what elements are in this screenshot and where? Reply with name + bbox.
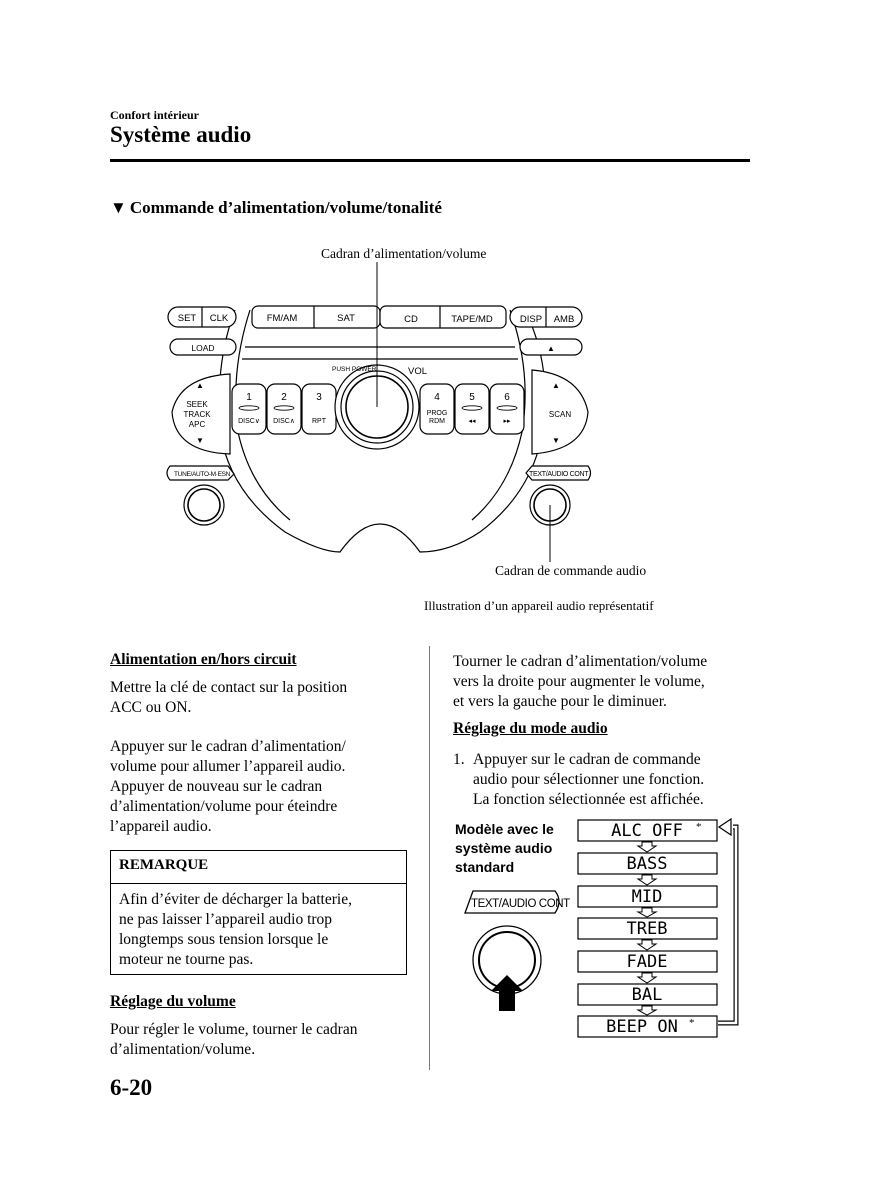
preset-4-label-2: RDM bbox=[429, 418, 445, 425]
power-heading: Alimentation en/hors circuit bbox=[110, 651, 297, 668]
text-line: ne pas laisser l’appareil audio trop bbox=[119, 911, 333, 928]
text-audio-cont-diagram-label: TEXT/AUDIO CONT bbox=[471, 898, 570, 910]
loop-arrow-inner bbox=[718, 827, 736, 1023]
note-box bbox=[110, 850, 407, 975]
preset-6-label: ▸▸ bbox=[503, 418, 511, 425]
text-line: d’alimentation/volume. bbox=[110, 1041, 256, 1058]
title-rule bbox=[110, 159, 750, 162]
preset-6-number: 6 bbox=[504, 392, 510, 403]
loop-arrow-outline bbox=[718, 827, 736, 1023]
volume-paragraph bbox=[110, 1020, 357, 1060]
text-audio-cont-label: TEXT/AUDIO CONT bbox=[529, 471, 589, 478]
subsection-title: Commande d’alimentation/volume/tonalité bbox=[129, 198, 442, 217]
preset-2-label: DISC∧ bbox=[273, 418, 295, 425]
down-arrow-icon bbox=[638, 940, 656, 950]
mode-bal: BAL bbox=[631, 985, 663, 1005]
text-line: Mettre la clé de contact sur la position bbox=[110, 679, 348, 696]
seek-down-icon: ▼ bbox=[196, 436, 204, 445]
column-divider bbox=[429, 646, 430, 1070]
text-line: d’alimentation/volume pour éteindre bbox=[110, 798, 338, 815]
text-line: vers la droite pour augmenter le volume, bbox=[453, 673, 705, 690]
text-line: système audio bbox=[455, 840, 553, 856]
seek-up-icon: ▲ bbox=[196, 381, 204, 390]
note-title: REMARQUE bbox=[111, 851, 406, 884]
tune-label: TUNE/AUTO-M·ESN bbox=[174, 471, 231, 478]
section-label: Confort intérieur bbox=[110, 108, 199, 122]
down-arrow-icon bbox=[638, 1006, 656, 1015]
mode-alc-off: ALC OFF bbox=[611, 821, 683, 841]
down-arrow-icon bbox=[638, 842, 656, 852]
preset-4-label-1: PROG bbox=[426, 410, 448, 417]
text-line: Appuyer sur le cadran d’alimentation/ bbox=[110, 738, 346, 755]
text-line: moteur ne tourne pas. bbox=[119, 951, 254, 968]
text-line: La fonction sélectionnée est affichée. bbox=[473, 791, 704, 808]
clk-button[interactable]: CLK bbox=[209, 313, 229, 324]
power-paragraph-1 bbox=[110, 678, 347, 718]
cd-button[interactable]: CD bbox=[404, 314, 418, 325]
preset-5-number: 5 bbox=[469, 392, 475, 403]
page-title: Système audio bbox=[110, 122, 252, 147]
track-label: TRACK bbox=[183, 410, 211, 419]
text-line: Appuyer de nouveau sur le cadran bbox=[110, 778, 323, 795]
mode-treb: TREB bbox=[626, 919, 668, 939]
text-line: Afin d’éviter de décharger la batterie, bbox=[119, 891, 352, 908]
audio-mode-flow-diagram bbox=[455, 815, 755, 1045]
preset-5-label: ◂◂ bbox=[468, 418, 476, 425]
asterisk-alc-off: * bbox=[696, 821, 702, 833]
text-line: audio pour sélectionner une fonction. bbox=[473, 771, 705, 788]
mode-bass: BASS bbox=[626, 854, 668, 874]
callout-audio-control: Cadran de commande audio bbox=[495, 563, 647, 578]
illustration-caption: Illustration d’un appareil audio représentatif bbox=[424, 598, 654, 613]
preset-3-label: RPT bbox=[312, 418, 326, 425]
mode-fade: FADE bbox=[626, 952, 668, 972]
text-line: et vers la gauche pour le diminuer. bbox=[453, 693, 667, 710]
preset-3-number: 3 bbox=[316, 392, 322, 403]
down-arrow-icon bbox=[638, 875, 656, 885]
preset-1-number: 1 bbox=[246, 392, 252, 403]
preset-4-number: 4 bbox=[434, 392, 440, 403]
asterisk-beep-on: * bbox=[689, 1017, 695, 1029]
text-line: standard bbox=[455, 859, 515, 875]
seek-label: SEEK bbox=[186, 400, 208, 409]
text-line: volume pour allumer l’appareil audio. bbox=[110, 758, 346, 775]
text-line: Modèle avec le bbox=[455, 821, 554, 837]
volume-direction-paragraph bbox=[453, 652, 707, 712]
mode-heading: Réglage du mode audio bbox=[453, 720, 608, 737]
note-body bbox=[111, 884, 406, 970]
volume-heading: Réglage du volume bbox=[110, 993, 236, 1010]
text-line: longtemps sous tension lorsque le bbox=[119, 931, 329, 948]
preset-2-number: 2 bbox=[281, 392, 287, 403]
apc-label: APC bbox=[188, 420, 206, 429]
sat-button[interactable]: SAT bbox=[337, 313, 355, 324]
text-line: Pour régler le volume, tourner le cadran bbox=[110, 1021, 358, 1038]
audio-unit-illustration bbox=[160, 262, 600, 562]
eject-icon: ▲ bbox=[547, 344, 555, 353]
push-power-label: PUSH POWER bbox=[332, 366, 377, 373]
step-number: 1. bbox=[453, 751, 465, 768]
triangle-marker-icon: ▼ bbox=[110, 198, 127, 217]
text-line: l’appareil audio. bbox=[110, 818, 212, 835]
down-arrow-icon bbox=[638, 973, 656, 983]
page-number: 6-20 bbox=[110, 1075, 153, 1100]
preset-1-label: DISC∨ bbox=[238, 418, 260, 425]
load-label: LOAD bbox=[191, 343, 215, 353]
loop-arrow-head-icon bbox=[719, 819, 731, 835]
text-line: ACC ou ON. bbox=[110, 699, 192, 716]
step-text bbox=[473, 750, 704, 810]
scan-label: SCAN bbox=[548, 410, 572, 419]
power-paragraph-2 bbox=[110, 737, 346, 837]
fm-am-button[interactable]: FM/AM bbox=[266, 313, 298, 324]
text-line: Tourner le cadran d’alimentation/volume bbox=[453, 653, 708, 670]
amb-button[interactable]: AMB bbox=[553, 314, 575, 325]
tape-md-button[interactable]: TAPE/MD bbox=[451, 314, 493, 325]
callout-power-volume: Cadran d’alimentation/volume bbox=[321, 246, 487, 261]
subsection-heading bbox=[110, 198, 442, 218]
text-line: Appuyer sur le cadran de commande bbox=[473, 751, 701, 768]
vol-label: VOL bbox=[408, 366, 428, 377]
down-arrow-icon bbox=[638, 908, 656, 917]
mode-mid: MID bbox=[631, 887, 663, 907]
mode-beep-on: BEEP ON bbox=[606, 1017, 678, 1037]
scan-down-icon: ▼ bbox=[552, 436, 560, 445]
set-button[interactable]: SET bbox=[177, 313, 197, 324]
scan-up-icon: ▲ bbox=[552, 381, 560, 390]
disp-button[interactable]: DISP bbox=[519, 314, 543, 325]
